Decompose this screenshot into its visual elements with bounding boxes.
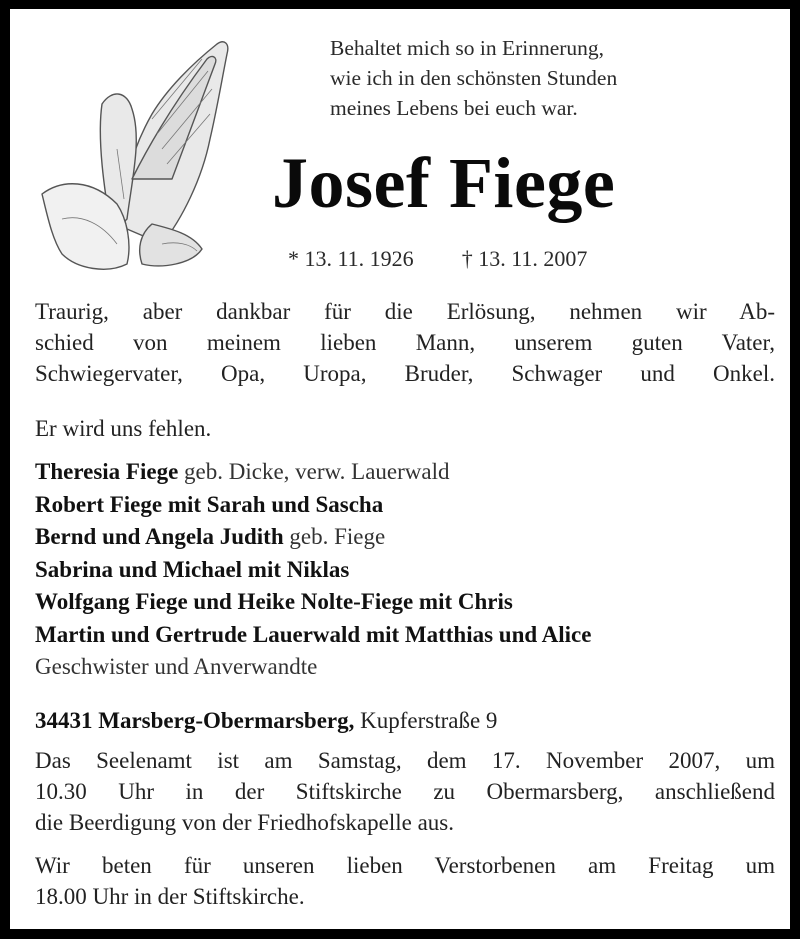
intro-paragraph (35, 296, 775, 389)
mourner-row (35, 619, 775, 652)
service-line: die Beerdigung von der Friedhofskapelle aus. (35, 810, 454, 835)
prayer-line: 18.00 Uhr in der Stiftskirche. (35, 884, 305, 909)
mourner-row (35, 554, 775, 587)
service-line: 10.30 Uhr in der Stiftskirche zu Obermarsberg, anschließend (35, 779, 775, 804)
quote-line: wie ich in den schönsten Stunden (330, 66, 618, 90)
mourner-row (35, 489, 775, 522)
memorial-quote (330, 33, 750, 123)
intro-line: Traurig, aber dankbar für die Erlösung, nehmen wir Ab- (35, 299, 775, 324)
death-date: † 13. 11. 2007 (461, 246, 588, 271)
mourner-row (35, 651, 775, 684)
praying-hands-icon (32, 29, 237, 279)
quote-line: meines Lebens bei euch war. (330, 96, 578, 120)
mourner-note: geb. Dicke, verw. Lauerwald (178, 459, 450, 484)
mourner-row (35, 456, 775, 489)
mourner-name: Bernd und Angela Judith (35, 524, 284, 549)
intro-line: schied von meinem lieben Mann, unserem guten Vater, (35, 330, 775, 355)
birth-date: * 13. 11. 1926 (288, 246, 414, 271)
mourner-note: geb. Fiege (283, 524, 386, 549)
deceased-name: Josef Fiege (272, 143, 616, 223)
family-address (35, 705, 775, 736)
service-line: Das Seelenamt ist am Samstag, dem 17. November 2007, um (35, 748, 775, 773)
address-street: Kupferstraße 9 (354, 708, 498, 733)
life-dates (288, 245, 587, 273)
mourner-name: Wolfgang Fiege und Heike Nolte-Fiege mit Chris (35, 589, 513, 614)
mourner-name: Robert Fiege mit Sarah und Sascha (35, 491, 384, 517)
address-city: 34431 Marsberg-Obermarsberg, (35, 708, 355, 733)
closing-line: Er wird uns fehlen. (35, 416, 212, 441)
intro-line: Schwiegervater, Opa, Uropa, Bruder, Schwager und Onkel. (35, 361, 775, 386)
prayer-line: Wir beten für unseren lieben Verstorbenen am Freitag um (35, 853, 775, 878)
mourner-name: Martin und Gertrude Lauerwald mit Matthias und Alice (35, 621, 592, 647)
mourner-row (35, 586, 775, 619)
obituary-notice (10, 9, 790, 929)
mourner-note: Geschwister und Anverwandte (35, 654, 318, 679)
mourners-list (35, 456, 775, 684)
mourner-name: Theresia Fiege (35, 459, 179, 484)
prayer-paragraph (35, 850, 775, 912)
mourner-row (35, 521, 775, 554)
service-paragraph (35, 745, 775, 838)
quote-line: Behaltet mich so in Erinnerung, (330, 36, 605, 60)
mourner-name: Sabrina und Michael mit Niklas (35, 556, 350, 582)
